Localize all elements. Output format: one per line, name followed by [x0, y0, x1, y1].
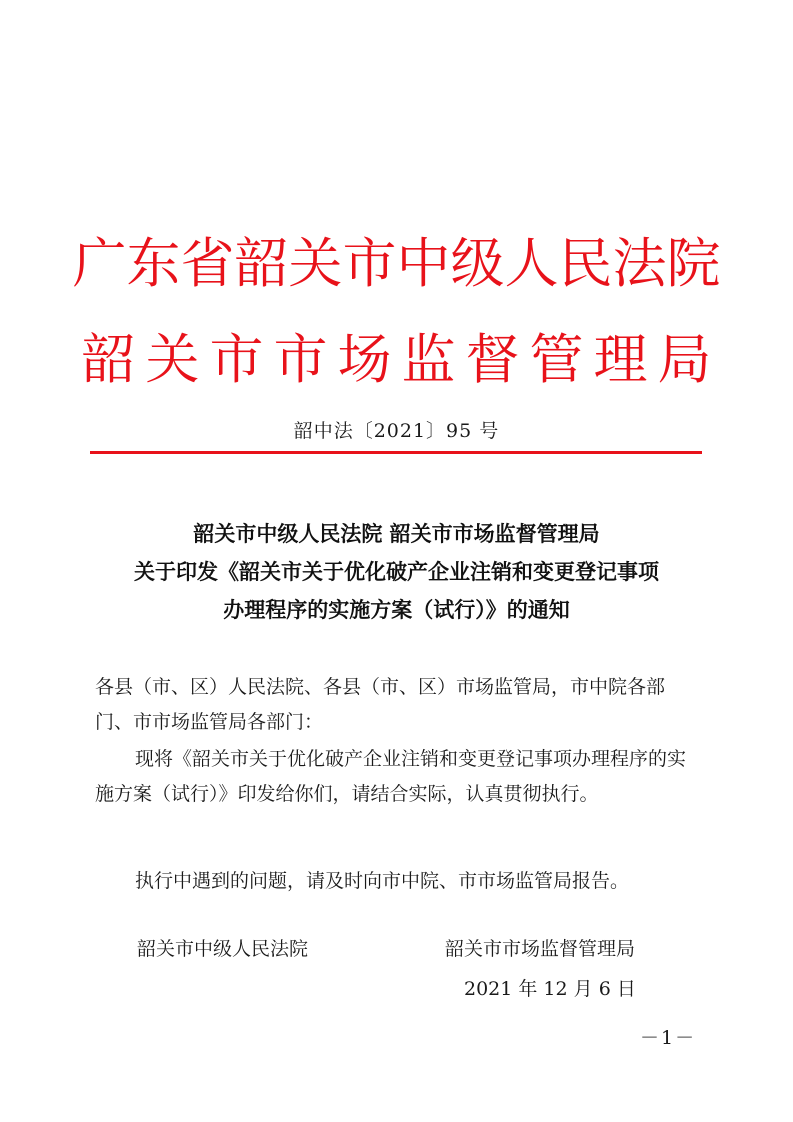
body-paragraph-1: 现将《韶关市关于优化破产企业注销和变更登记事项办理程序的实施方案（试行）》印发给你们，请结合实际，认真贯彻执行。 [95, 748, 687, 805]
signature-date: 2021 年 12 月 6 日 [464, 978, 636, 1000]
notice-title-line-1: 韶关市中级人民法院 韶关市市场监督管理局 [193, 522, 600, 546]
addressee: 各县（市、区）人民法院、各县（市、区）市场监管局，市中院各部门、市市场监管局各部门： [95, 676, 666, 733]
document-number: 韶中法〔2021〕95 号 [293, 420, 500, 442]
issuer-title-court: 广东省韶关市中级人民法院 [72, 232, 721, 295]
page-number: －1－ [640, 1027, 697, 1049]
signature-market-bureau: 韶关市市场监督管理局 [445, 938, 636, 960]
notice-title-line-2: 关于印发《韶关市关于优化破产企业注销和变更登记事项 [134, 560, 659, 584]
notice-title [0, 515, 793, 629]
notice-title-line-3: 办理程序的实施方案（试行）》的通知 [223, 598, 570, 622]
body-paragraph-2: 执行中遇到的问题，请及时向市中院、市市场监管局报告。 [135, 870, 630, 892]
signature-court: 韶关市中级人民法院 [137, 938, 309, 960]
red-separator-line [90, 451, 702, 454]
issuer-title-market-bureau: 韶关市市场监督管理局 [81, 328, 722, 391]
